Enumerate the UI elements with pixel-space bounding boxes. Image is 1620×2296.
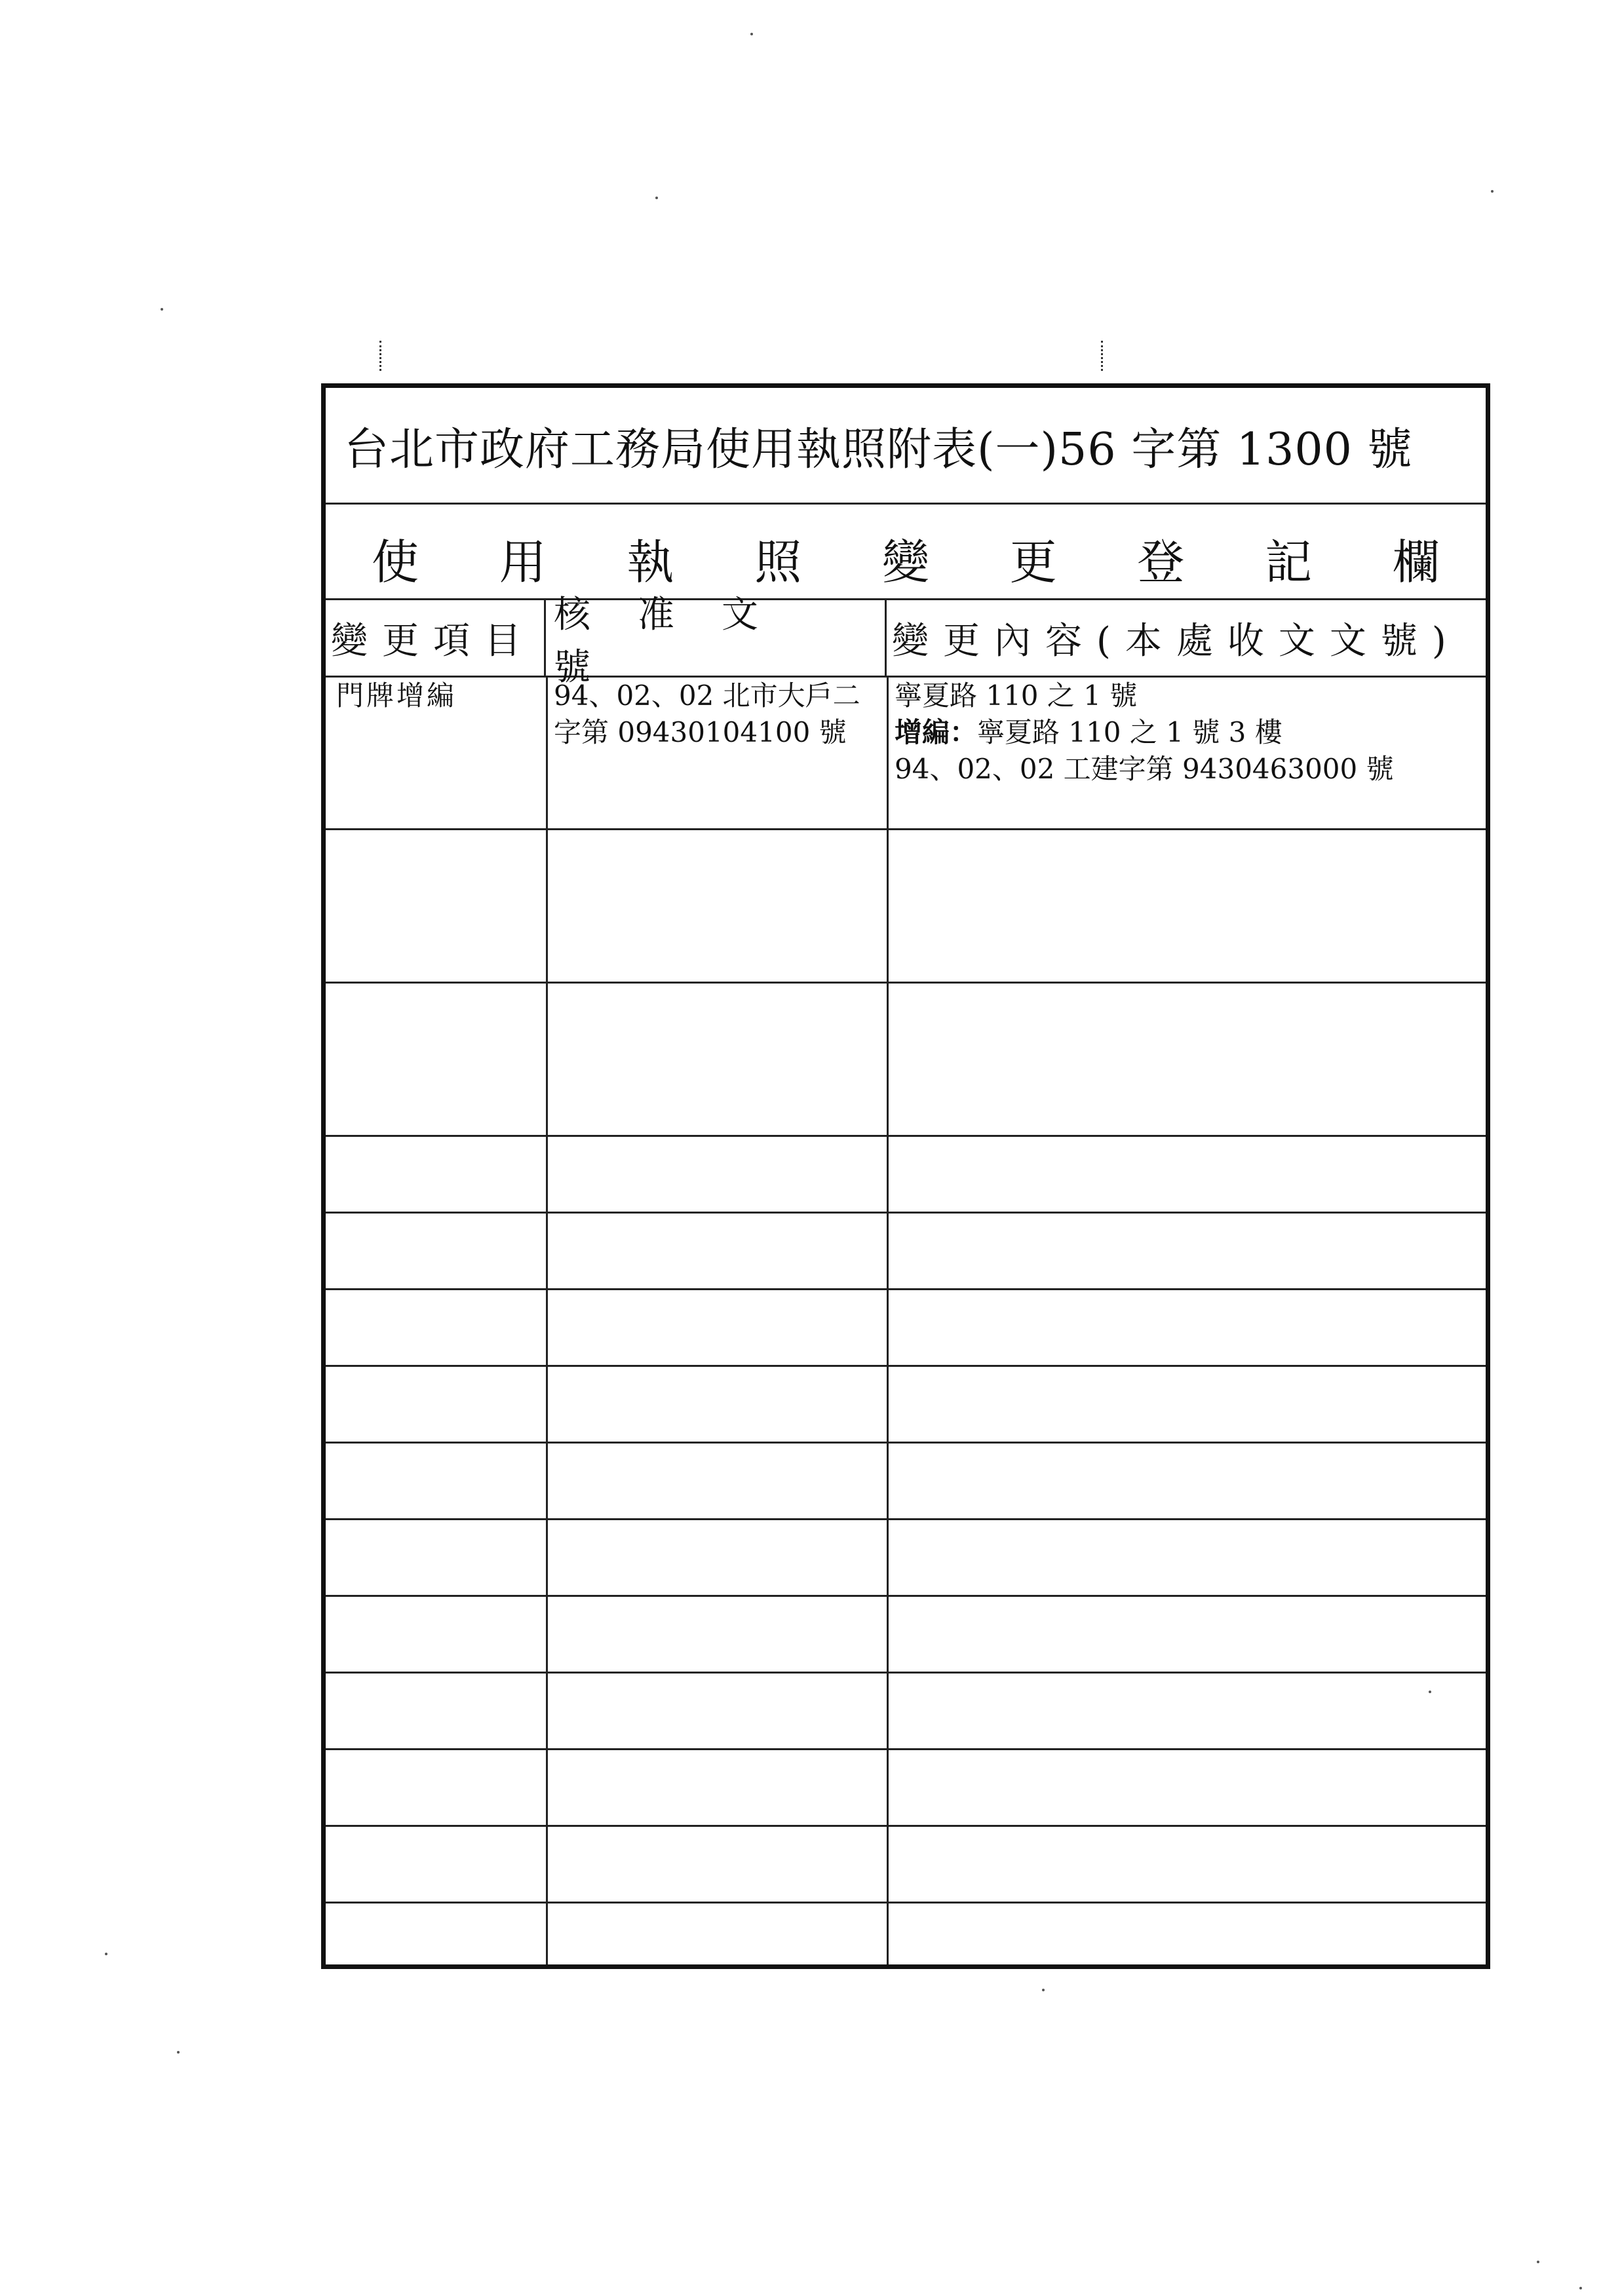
subtitle-char: 照 (754, 535, 802, 590)
scan-speck (161, 308, 163, 311)
entry-content-label: 增編： (895, 716, 978, 748)
scan-speck (1579, 2287, 1582, 2289)
scan-speck (177, 2051, 180, 2054)
subtitle-char: 用 (499, 535, 547, 590)
row-divider (326, 1365, 1486, 1367)
row-divider (326, 1442, 1486, 1444)
row-divider (326, 982, 1486, 984)
scan-tick-mark (1101, 341, 1107, 371)
header-change-content: 變更內容(本處收文文號) (892, 619, 1461, 662)
scan-speck (1042, 1989, 1045, 1991)
subtitle-char: 變 (881, 535, 929, 590)
row-divider (326, 1902, 1486, 1904)
entry-content-line: 寧夏路 110 之 1 號 (895, 679, 1138, 712)
subtitle-char: 記 (1265, 535, 1313, 590)
row-divider (326, 1288, 1486, 1290)
row-divider (326, 1748, 1486, 1750)
entry-change-content (895, 678, 1394, 788)
scan-speck (655, 197, 658, 199)
column-divider (887, 678, 889, 1964)
entry-content-line: 94、02、02 工建字第 9430463000 號 (895, 753, 1394, 785)
scan-speck (1491, 190, 1494, 193)
form-subtitle (372, 524, 1440, 592)
entry-approval-doc-line: 94、02、02 北市大戶二 (554, 679, 860, 712)
header-change-item: 變更項目 (326, 600, 546, 676)
scan-speck (105, 1953, 107, 1955)
license-change-register-table (321, 383, 1490, 1969)
scan-tick-mark (379, 341, 385, 371)
subtitle-char: 執 (627, 535, 674, 590)
entry-content-line (895, 714, 1394, 751)
row-divider (326, 1825, 1486, 1827)
form-title: 台北市政府工務局使用執照附表(一)56 字第 1300 號 (344, 424, 1413, 476)
subtitle-char: 更 (1009, 535, 1057, 590)
entry-approval-doc-no (554, 678, 860, 751)
column-header-row (326, 593, 1486, 689)
entry-change-item: 門牌增編 (336, 679, 457, 712)
title-row (326, 388, 1486, 505)
subtitle-char: 欄 (1392, 535, 1440, 590)
scan-speck (1537, 2261, 1539, 2263)
subtitle-char: 使 (372, 535, 419, 590)
scan-speck (750, 33, 753, 35)
row-divider (326, 1212, 1486, 1214)
row-divider (326, 1518, 1486, 1520)
row-divider (326, 828, 1486, 830)
subtitle-row (326, 505, 1486, 600)
column-divider (546, 678, 548, 1964)
row-divider (326, 1595, 1486, 1597)
header-approval-doc-no: 核准文號 (546, 600, 887, 676)
subtitle-char: 登 (1137, 535, 1185, 590)
table-body (326, 678, 1486, 1964)
entry-content-value: 寧夏路 110 之 1 號 3 樓 (977, 716, 1282, 748)
row-divider (326, 1135, 1486, 1137)
entry-approval-doc-line: 字第 09430104100 號 (554, 716, 847, 748)
row-divider (326, 1672, 1486, 1674)
